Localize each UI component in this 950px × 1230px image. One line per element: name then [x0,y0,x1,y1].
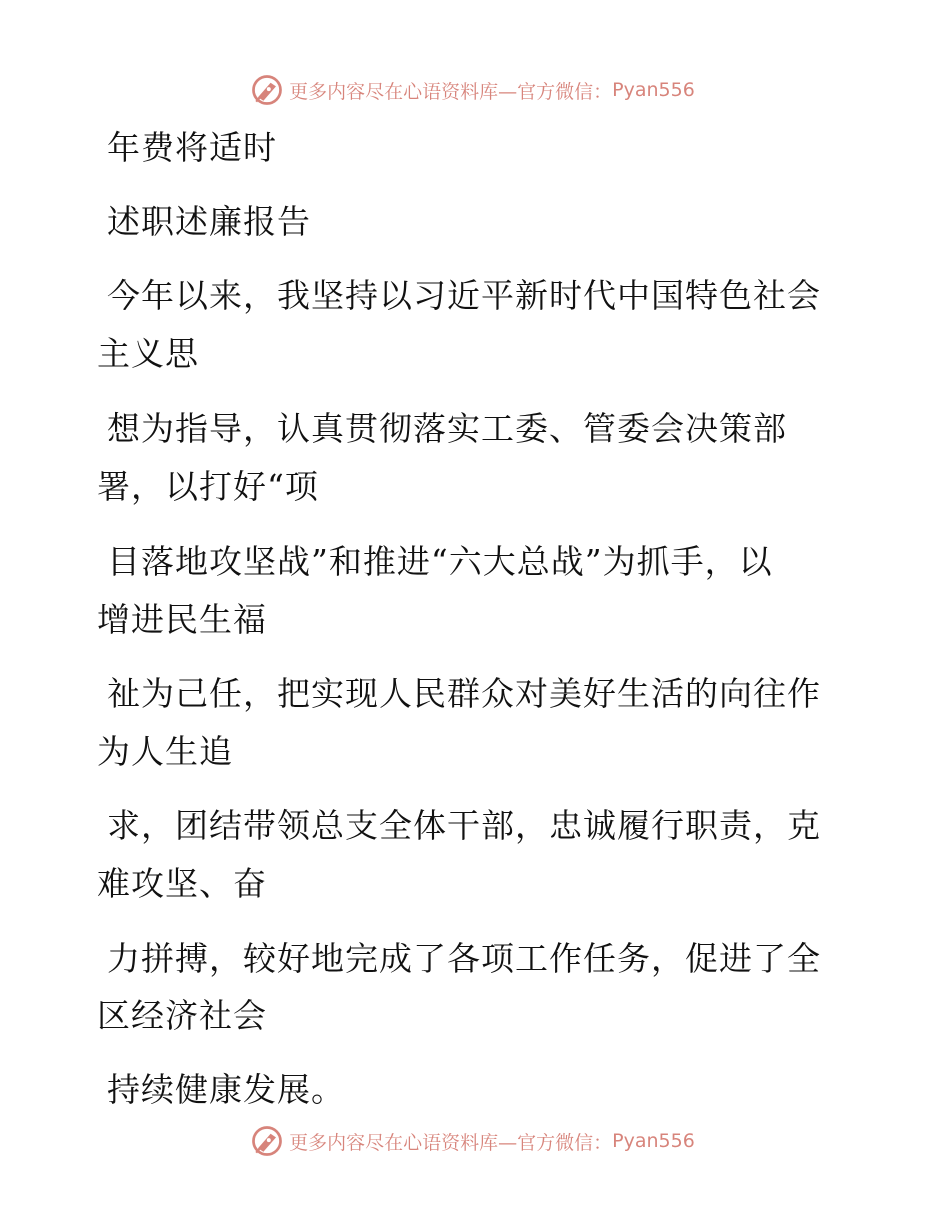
header-watermark [0,70,950,110]
text-line: 述职述廉报告 [107,202,311,241]
text-line: 难攻坚、奋 [97,864,267,903]
text-line: 求，团结带领总支全体干部，忠诚履行职责，克 [107,806,821,845]
watermark-wechat-id: Pyan556 [612,1130,695,1152]
watermark-wechat-id: Pyan556 [612,79,695,101]
text-line: 目落地攻坚战”和推进“六大总战”为抓手，以 [107,542,773,581]
pen-nib-logo-icon [249,1123,285,1159]
text-line: 祉为己任，把实现人民群众对美好生活的向往作 [107,674,821,713]
text-line: 力拼搏，较好地完成了各项工作任务，促进了全 [107,939,821,978]
text-line: 增进民生福 [97,600,267,639]
text-line: 持续健康发展。 [107,1070,345,1109]
text-line: 年费将适时 [107,128,277,167]
text-line: 今年以来，我坚持以习近平新时代中国特色社会 [107,276,821,315]
watermark-text: 更多内容尽在心语资料库—官方微信： [289,80,613,103]
text-line: 主义思 [97,334,199,373]
text-line: 署，以打好“项 [97,467,319,506]
footer-watermark [0,1121,950,1161]
text-line: 为人生追 [97,732,233,771]
pen-nib-logo-icon [249,72,285,108]
watermark-text: 更多内容尽在心语资料库—官方微信： [289,1131,613,1154]
text-line: 想为指导，认真贯彻落实工委、管委会决策部 [107,409,787,448]
text-line: 区经济社会 [97,996,267,1035]
